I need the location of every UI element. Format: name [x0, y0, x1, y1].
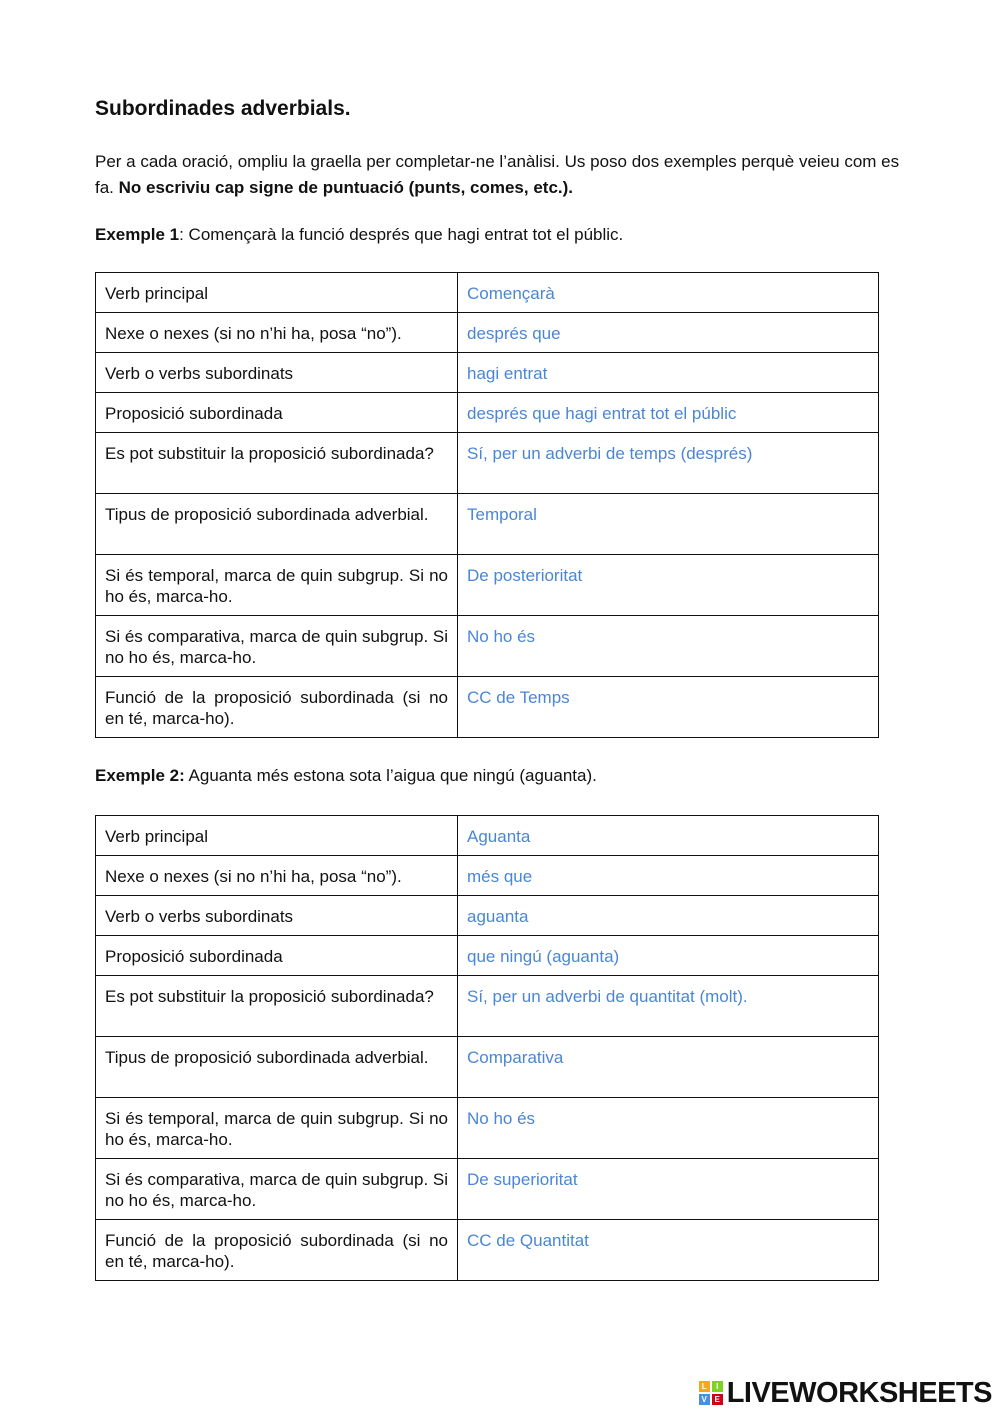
- logo-mark-tile: E: [712, 1394, 723, 1405]
- row-answer: després que hagi entrat tot el públic: [458, 393, 879, 433]
- row-label: Tipus de proposició subordinada adverbial.: [96, 494, 458, 555]
- table-row: [96, 976, 879, 1037]
- row-label: Proposició subordinada: [96, 393, 458, 433]
- row-answer: hagi entrat: [458, 353, 879, 393]
- row-answer: De superioritat: [458, 1159, 879, 1220]
- row-label: Verb o verbs subordinats: [96, 353, 458, 393]
- row-label: Nexe o nexes (si no n’hi ha, posa “no”).: [96, 313, 458, 353]
- row-label: Proposició subordinada: [96, 936, 458, 976]
- table-row: [96, 433, 879, 494]
- row-answer: CC de Quantitat: [458, 1220, 879, 1281]
- table-row: [96, 816, 879, 856]
- row-answer: Aguanta: [458, 816, 879, 856]
- liveworksheets-logo: [699, 1376, 992, 1410]
- page-title: Subordinades adverbials.: [95, 97, 351, 120]
- row-answer: després que: [458, 313, 879, 353]
- row-answer: més que: [458, 856, 879, 896]
- row-answer: Començarà: [458, 273, 879, 313]
- row-answer: que ningú (aguanta): [458, 936, 879, 976]
- table-row: [96, 1220, 879, 1281]
- table-row: [96, 494, 879, 555]
- row-label: Es pot substituir la proposició subordinada?: [96, 433, 458, 494]
- logo-mark-tile: V: [699, 1394, 710, 1405]
- row-label: Verb principal: [96, 273, 458, 313]
- row-label: Si és comparativa, marca de quin subgrup. Si no ho és, marca-ho.: [96, 616, 458, 677]
- table-row: [96, 393, 879, 433]
- example-2-table: [95, 815, 879, 1281]
- example-1-table: [95, 272, 879, 738]
- logo-mark-icon: [699, 1381, 723, 1405]
- row-label: Es pot substituir la proposició subordinada?: [96, 976, 458, 1037]
- table-row: [96, 1159, 879, 1220]
- row-label: Funció de la proposició subordinada (si no en té, marca-ho).: [96, 1220, 458, 1281]
- table-row: [96, 353, 879, 393]
- table-row: [96, 677, 879, 738]
- row-label: Si és temporal, marca de quin subgrup. Si no ho és, marca-ho.: [96, 555, 458, 616]
- example-2-sentence: Aguanta més estona sota l’aigua que ningú (aguanta).: [184, 766, 597, 785]
- table-row: [96, 1037, 879, 1098]
- row-label: Nexe o nexes (si no n’hi ha, posa “no”).: [96, 856, 458, 896]
- table-row: [96, 313, 879, 353]
- example-1-sentence: : Començarà la funció després que hagi entrat tot el públic.: [179, 225, 624, 244]
- intro-text: Per a cada oració, ompliu la graella per completar-ne l’anàlisi. Us poso dos exemples perquè veieu com es fa.: [95, 152, 900, 197]
- row-answer: Temporal: [458, 494, 879, 555]
- row-label: Si és temporal, marca de quin subgrup. Si no ho és, marca-ho.: [96, 1098, 458, 1159]
- row-answer: No ho és: [458, 1098, 879, 1159]
- table-row: [96, 936, 879, 976]
- logo-mark-tile: I: [712, 1381, 723, 1392]
- table-row: [96, 856, 879, 896]
- row-answer: Comparativa: [458, 1037, 879, 1098]
- row-answer: No ho és: [458, 616, 879, 677]
- example-1-label: Exemple 1: [95, 225, 180, 244]
- row-answer: CC de Temps: [458, 677, 879, 738]
- logo-mark-tile: L: [699, 1381, 710, 1392]
- row-answer: Sí, per un adverbi de temps (després): [458, 433, 879, 494]
- row-label: Funció de la proposició subordinada (si no en té, marca-ho).: [96, 677, 458, 738]
- table-row: [96, 896, 879, 936]
- row-label: Verb principal: [96, 816, 458, 856]
- row-label: Verb o verbs subordinats: [96, 896, 458, 936]
- row-label: Tipus de proposició subordinada adverbial.: [96, 1037, 458, 1098]
- table-row: [96, 1098, 879, 1159]
- logo-text: LIVEWORKSHEETS: [726, 1376, 992, 1409]
- example-2-heading: [95, 763, 597, 789]
- row-answer: De posterioritat: [458, 555, 879, 616]
- row-answer: Sí, per un adverbi de quantitat (molt).: [458, 976, 879, 1037]
- row-answer: aguanta: [458, 896, 879, 936]
- table-row: [96, 616, 879, 677]
- example-2-label: Exemple 2:: [95, 766, 185, 785]
- table-row: [96, 273, 879, 313]
- intro-bold-instruction: No escriviu cap signe de puntuació (punts, comes, etc.).: [118, 178, 574, 197]
- table-row: [96, 555, 879, 616]
- example-1-heading: [95, 222, 623, 248]
- intro-paragraph: [95, 149, 915, 201]
- row-label: Si és comparativa, marca de quin subgrup. Si no ho és, marca-ho.: [96, 1159, 458, 1220]
